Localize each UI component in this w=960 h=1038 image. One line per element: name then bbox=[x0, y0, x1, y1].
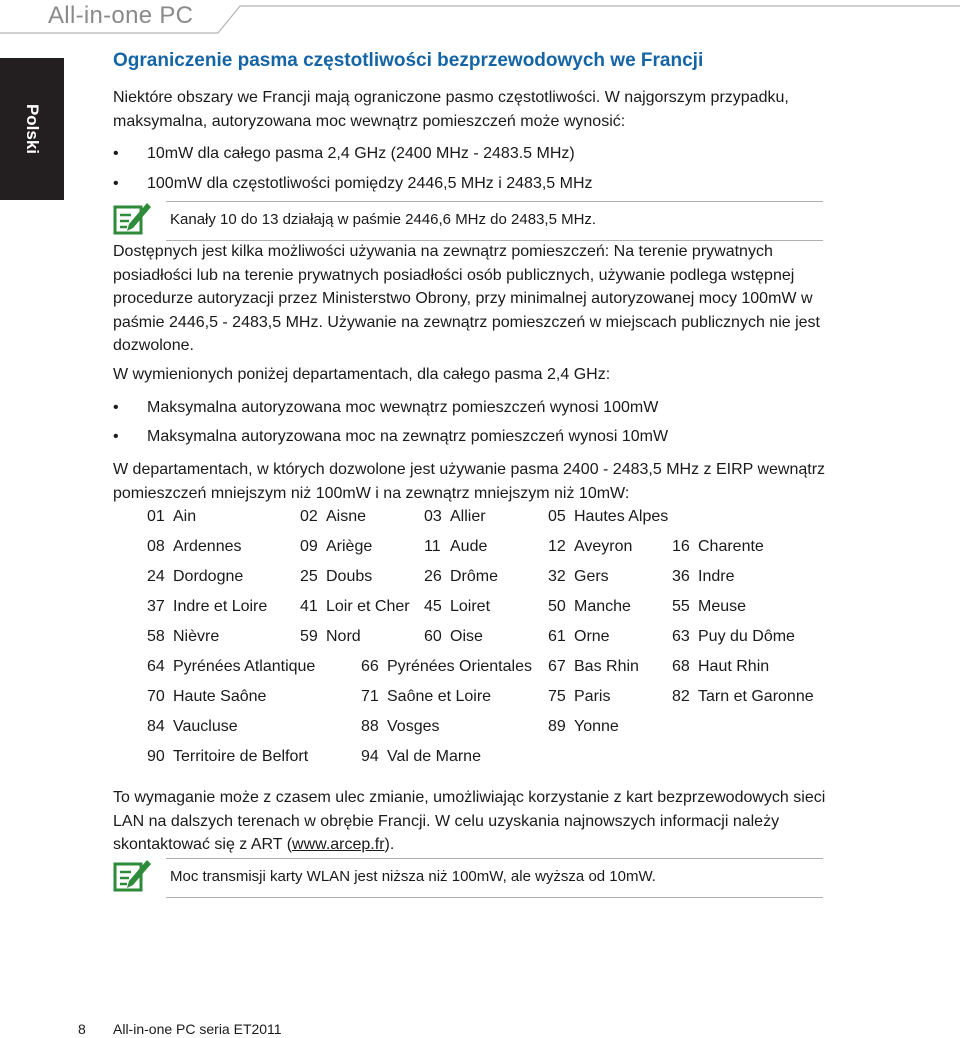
note-box bbox=[113, 858, 823, 898]
department-name: Dordogne bbox=[173, 568, 244, 585]
department-name: Ariège bbox=[326, 538, 373, 555]
department-entry bbox=[548, 658, 639, 676]
department-name: Oise bbox=[450, 628, 483, 645]
department-code: 36 bbox=[672, 568, 690, 585]
bullet-text: Maksymalna autoryzowana moc wewnątrz pomieszczeń wynosi 100mW bbox=[147, 399, 659, 416]
department-code: 16 bbox=[672, 538, 690, 555]
department-code: 09 bbox=[300, 538, 318, 555]
department-entry bbox=[548, 718, 619, 736]
note-text: Moc transmisji karty WLAN jest niższa niż 100mW, ale wyższa od 10mW. bbox=[170, 868, 656, 885]
department-name: Haute Saône bbox=[173, 688, 267, 705]
note-top-rule bbox=[166, 858, 823, 859]
department-entry bbox=[147, 508, 196, 526]
department-name: Tarn et Garonne bbox=[698, 688, 814, 705]
department-name: Aude bbox=[450, 538, 488, 555]
department-name: Ain bbox=[173, 508, 197, 525]
department-name: Vosges bbox=[387, 718, 440, 735]
contact-text: To wymaganie może z czasem ulec zmianie, umożliwiając korzystanie z kart bezprzewodowych sieci LAN na dalszych terenach w obrębie Francji. W celu uzyskania najnowszych informacji należy skontaktować się z ART ( bbox=[113, 789, 826, 853]
department-code: 63 bbox=[672, 628, 690, 645]
department-code: 61 bbox=[548, 628, 566, 645]
department-code: 08 bbox=[147, 538, 165, 555]
department-name: Pyrénées Atlantique bbox=[173, 658, 316, 675]
contact-text-end: ). bbox=[384, 836, 395, 853]
note-pencil-icon bbox=[113, 201, 153, 237]
department-entry bbox=[300, 538, 372, 556]
bullet-dot: • bbox=[113, 175, 119, 192]
note-box bbox=[113, 201, 823, 241]
department-entry bbox=[548, 688, 610, 706]
department-entry bbox=[361, 718, 439, 736]
department-code: 24 bbox=[147, 568, 165, 585]
department-code: 89 bbox=[548, 718, 566, 735]
department-name: Loiret bbox=[450, 598, 491, 615]
department-name: Aveyron bbox=[574, 538, 633, 555]
outdoor-paragraph: Dostępnych jest kilka możliwości używania na zewnątrz pomieszczeń: Na terenie prywatnych posiadłości lub na terenie prywatnych posiadłości osób publicznych, używanie podlega wstępnej procedurze autoryzacji przez Ministerstwo Obrony, przy minimalnej autoryzowanej mocy 100mW w paśmie 2446,5 - 2483,5 MHz. Używanie na zewnątrz pomieszczeń w miejscach publicznych nie jest dozwolone. bbox=[113, 243, 820, 354]
department-entry bbox=[672, 538, 764, 556]
department-entry bbox=[147, 598, 267, 616]
department-name: Haut Rhin bbox=[698, 658, 770, 675]
department-name: Charente bbox=[698, 538, 764, 555]
department-entry bbox=[147, 538, 242, 556]
department-name: Indre et Loire bbox=[173, 598, 268, 615]
intro-paragraph: Niektóre obszary we Francji mają ograniczone pasmo częstotliwości. W najgorszym przypadku, maksymalna, autoryzowana moc wewnątrz pomieszczeń może wynosić: bbox=[113, 89, 789, 130]
note-top-rule bbox=[166, 201, 823, 202]
language-tab-label: Polski bbox=[23, 103, 42, 155]
department-entry bbox=[300, 568, 372, 586]
department-code: 37 bbox=[147, 598, 165, 615]
department-name: Saône et Loire bbox=[387, 688, 492, 705]
department-code: 50 bbox=[548, 598, 566, 615]
department-entry bbox=[548, 538, 632, 556]
section-heading: Ograniczenie pasma częstotliwości bezprzewodowych we Francji bbox=[113, 50, 704, 71]
department-name: Manche bbox=[574, 598, 631, 615]
department-code: 03 bbox=[424, 508, 442, 525]
department-entry bbox=[548, 598, 631, 616]
note-bottom-rule bbox=[166, 897, 823, 898]
department-code: 82 bbox=[672, 688, 690, 705]
department-name: Allier bbox=[450, 508, 486, 525]
department-name: Orne bbox=[574, 628, 610, 645]
department-entry bbox=[424, 628, 483, 646]
department-name: Indre bbox=[698, 568, 735, 585]
bullet-dot: • bbox=[113, 428, 119, 445]
department-entry bbox=[424, 568, 498, 586]
department-entry bbox=[300, 508, 366, 526]
department-code: 67 bbox=[548, 658, 566, 675]
department-entry bbox=[361, 748, 481, 766]
department-code: 05 bbox=[548, 508, 566, 525]
department-code: 58 bbox=[147, 628, 165, 645]
department-entry bbox=[147, 628, 219, 646]
department-code: 26 bbox=[424, 568, 442, 585]
department-entry bbox=[548, 628, 610, 646]
department-entry bbox=[300, 598, 410, 616]
department-name: Aisne bbox=[326, 508, 367, 525]
product-name: All-in-one PC seria ET2011 bbox=[113, 1021, 282, 1037]
department-code: 55 bbox=[672, 598, 690, 615]
page-number: 8 bbox=[78, 1021, 86, 1037]
department-code: 90 bbox=[147, 748, 165, 765]
department-entry bbox=[147, 688, 266, 706]
department-code: 60 bbox=[424, 628, 442, 645]
department-code: 71 bbox=[361, 688, 379, 705]
department-entry bbox=[424, 598, 490, 616]
department-name: Bas Rhin bbox=[574, 658, 639, 675]
department-entry bbox=[300, 628, 361, 646]
department-entry bbox=[672, 628, 795, 646]
department-code: 70 bbox=[147, 688, 165, 705]
note-text: Kanały 10 do 13 działają w paśmie 2446,6 MHz do 2483,5 MHz. bbox=[170, 211, 597, 228]
department-name: Ardennes bbox=[173, 538, 242, 555]
department-name: Val de Marne bbox=[387, 748, 481, 765]
department-entry bbox=[672, 688, 814, 706]
department-name: Nord bbox=[326, 628, 361, 645]
department-code: 25 bbox=[300, 568, 318, 585]
bullet-dot: • bbox=[113, 145, 119, 162]
department-code: 11 bbox=[424, 538, 441, 555]
department-entry bbox=[424, 508, 486, 526]
department-code: 01 bbox=[147, 508, 165, 525]
department-name: Nièvre bbox=[173, 628, 220, 645]
department-name: Puy du Dôme bbox=[698, 628, 795, 645]
department-name: Yonne bbox=[574, 718, 619, 735]
department-code: 45 bbox=[424, 598, 442, 615]
department-entry bbox=[548, 568, 609, 586]
department-entry bbox=[147, 658, 315, 676]
department-code: 88 bbox=[361, 718, 379, 735]
department-entry bbox=[672, 598, 746, 616]
bullet-text: 100mW dla częstotliwości pomiędzy 2446,5 MHz i 2483,5 MHz bbox=[147, 175, 593, 192]
header-title: All-in-one PC bbox=[48, 2, 194, 29]
department-entry bbox=[147, 748, 308, 766]
contact-paragraph bbox=[113, 786, 833, 857]
eirp-paragraph: W departamentach, w których dozwolone jest używanie pasma 2400 - 2483,5 MHz z EIRP wewnątrz pomieszczeń mniejszym niż 100mW i na zewnątrz mniejszym niż 10mW: bbox=[113, 461, 826, 502]
department-code: 75 bbox=[548, 688, 566, 705]
department-code: 32 bbox=[548, 568, 566, 585]
department-code: 59 bbox=[300, 628, 318, 645]
arcep-link[interactable]: www.arcep.fr bbox=[292, 836, 385, 853]
department-entry bbox=[672, 568, 734, 586]
department-name: Meuse bbox=[698, 598, 747, 615]
language-tab bbox=[0, 58, 64, 200]
department-name: Vaucluse bbox=[173, 718, 238, 735]
department-code: 02 bbox=[300, 508, 318, 525]
departments-intro: W wymienionych poniżej departamentach, dla całego pasma 2,4 GHz: bbox=[113, 366, 611, 383]
department-name: Paris bbox=[574, 688, 611, 705]
department-entry bbox=[672, 658, 769, 676]
bullet-text: 10mW dla całego pasma 2,4 GHz (2400 MHz - 2483.5 MHz) bbox=[147, 145, 575, 162]
department-entry bbox=[147, 568, 243, 586]
bullet-text: Maksymalna autoryzowana moc na zewnątrz pomieszczeń wynosi 10mW bbox=[147, 428, 669, 445]
page-footer bbox=[78, 1021, 282, 1037]
department-name: Doubs bbox=[326, 568, 373, 585]
department-name: Loir et Cher bbox=[326, 598, 410, 615]
department-entry bbox=[548, 508, 668, 526]
department-entry bbox=[361, 658, 532, 676]
department-code: 41 bbox=[300, 598, 318, 615]
note-pencil-icon bbox=[113, 858, 153, 894]
department-name: Territoire de Belfort bbox=[173, 748, 309, 765]
department-code: 94 bbox=[361, 748, 379, 765]
department-entry bbox=[147, 718, 238, 736]
department-code: 12 bbox=[548, 538, 566, 555]
department-code: 84 bbox=[147, 718, 165, 735]
department-name: Drôme bbox=[450, 568, 499, 585]
department-entry bbox=[361, 688, 491, 706]
department-name: Pyrénées Orientales bbox=[387, 658, 532, 675]
department-name: Hautes Alpes bbox=[574, 508, 669, 525]
department-code: 66 bbox=[361, 658, 379, 675]
department-name: Gers bbox=[574, 568, 609, 585]
department-code: 64 bbox=[147, 658, 165, 675]
department-code: 68 bbox=[672, 658, 690, 675]
department-entry bbox=[424, 538, 487, 556]
page-header bbox=[0, 0, 960, 36]
bullet-dot: • bbox=[113, 399, 119, 416]
